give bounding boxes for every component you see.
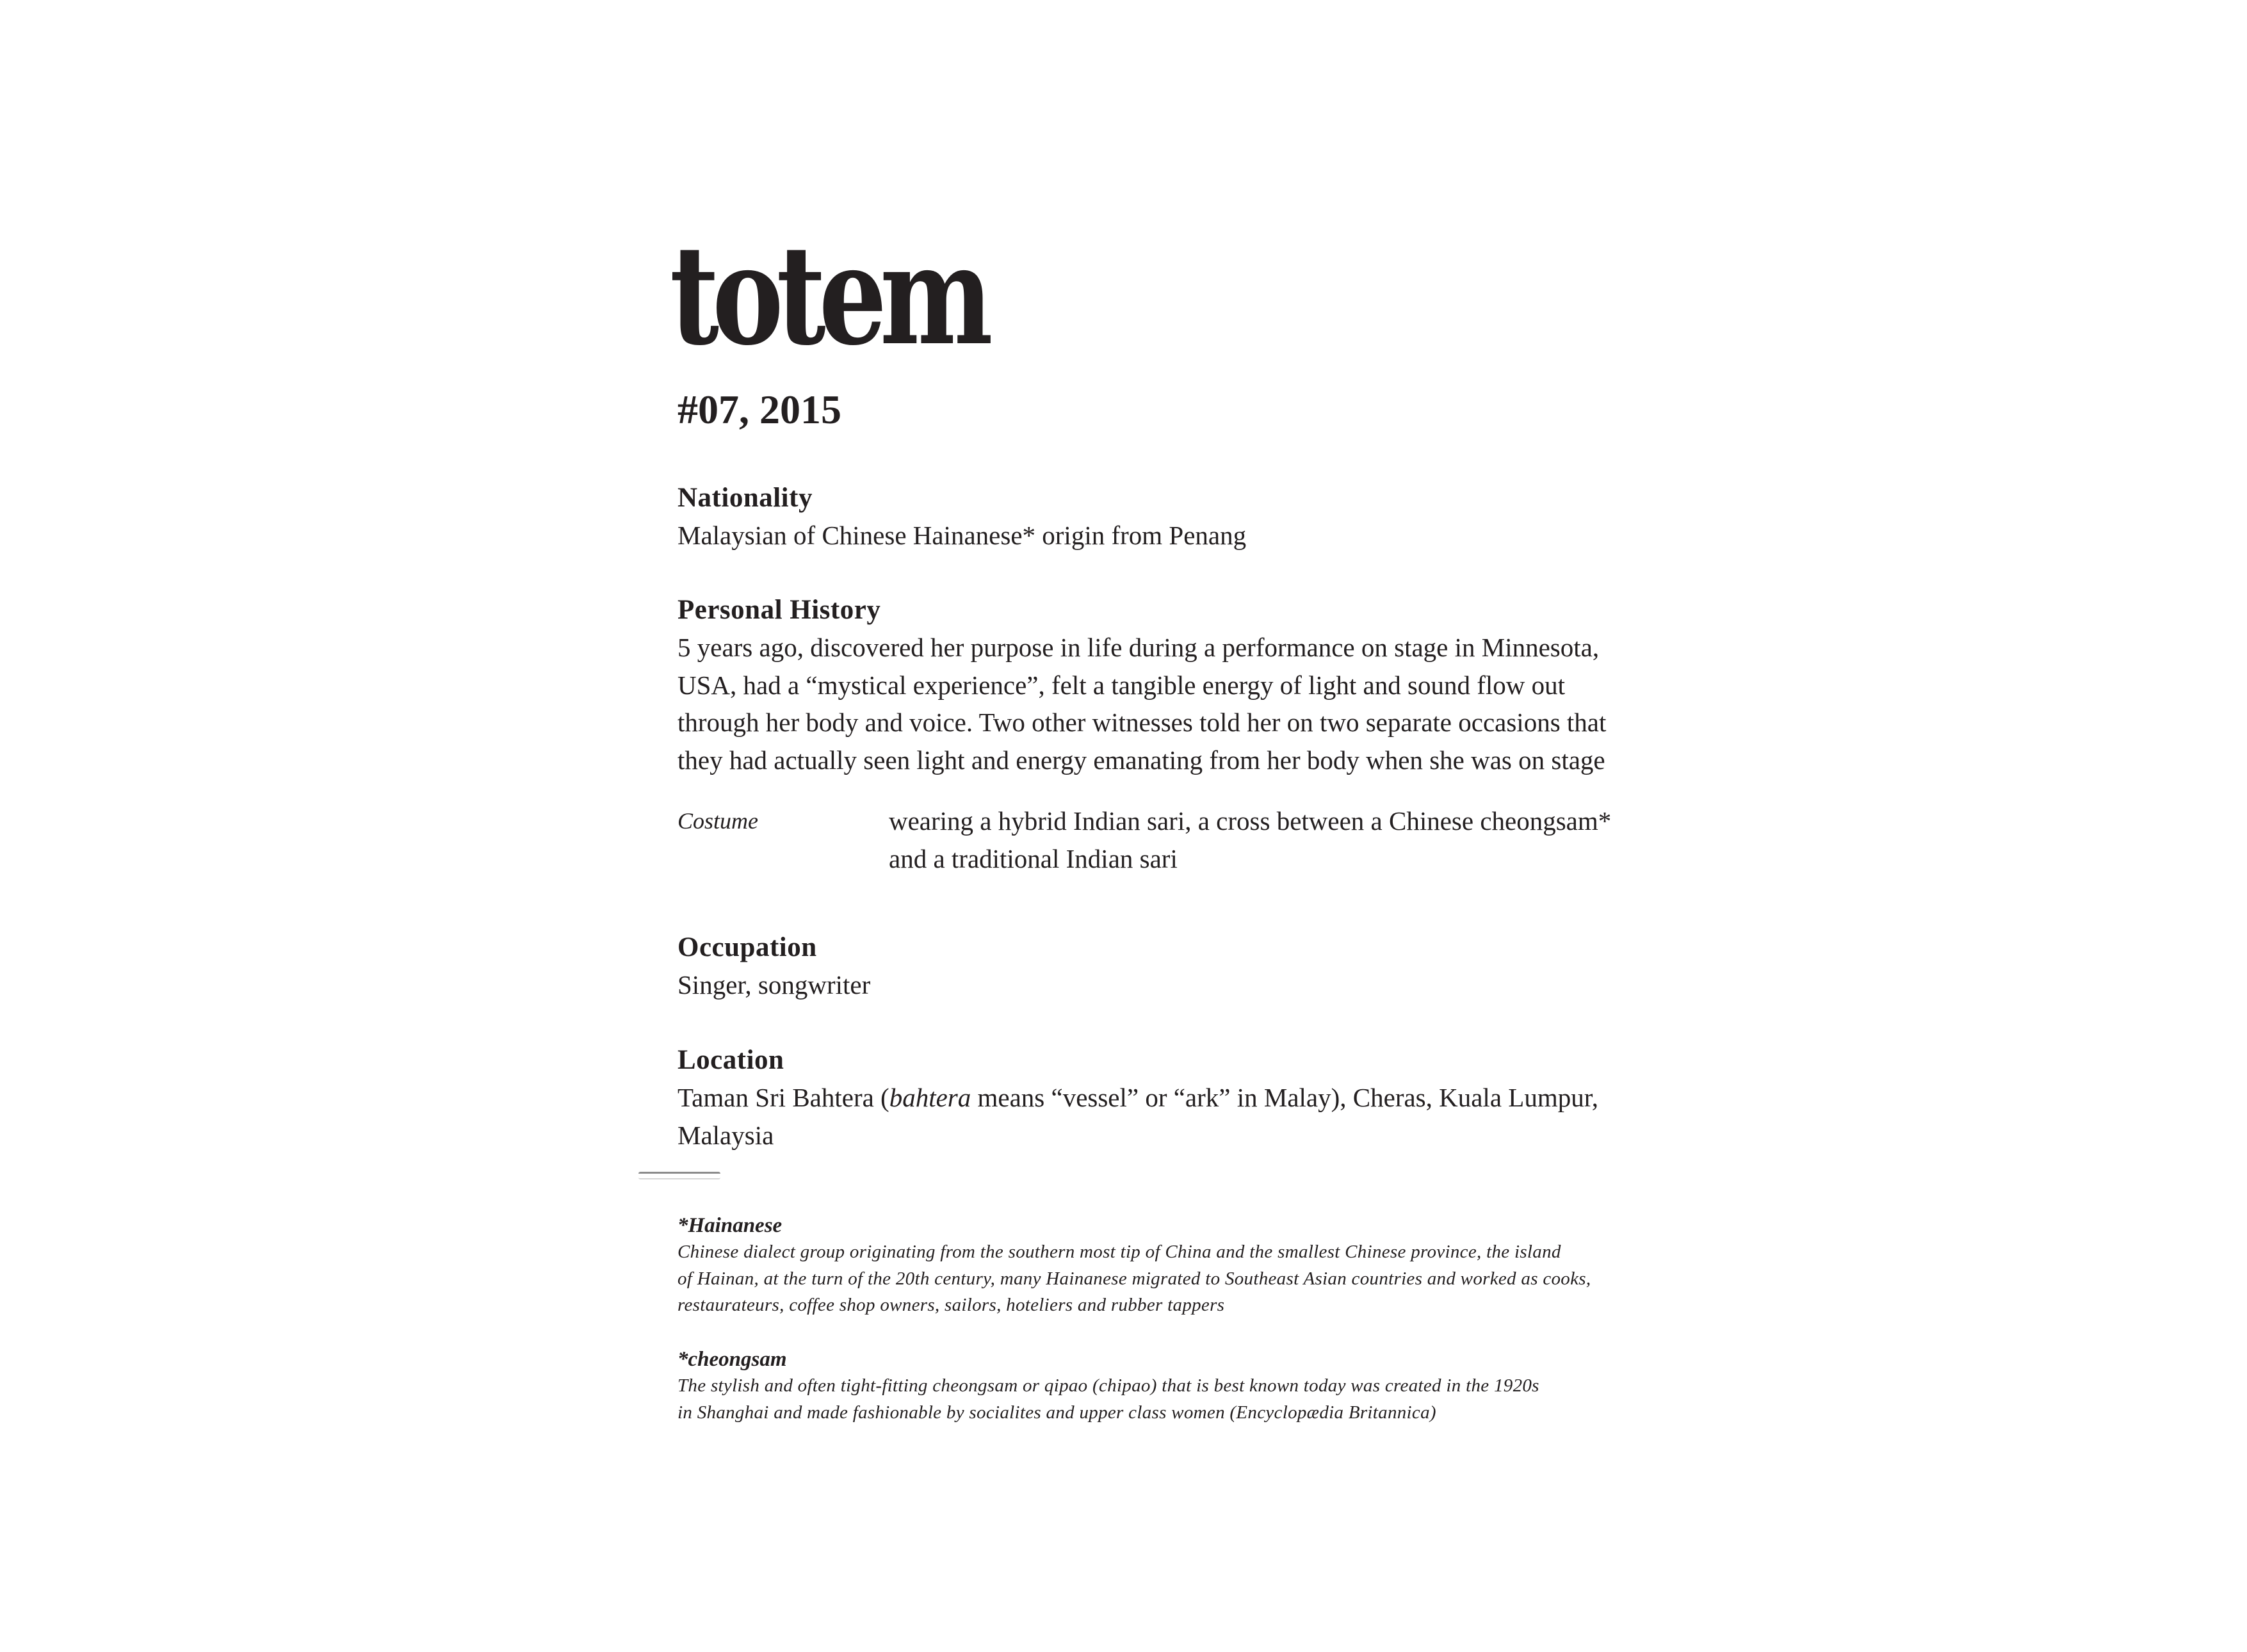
- location-text: [677, 1079, 1715, 1154]
- issue-number: #07, 2015: [677, 387, 841, 432]
- location-text-italic: bahtera: [889, 1083, 971, 1112]
- occupation-section: [677, 929, 1715, 1004]
- location-heading: Location: [677, 1045, 784, 1075]
- footnote-hainanese: [677, 1212, 1715, 1319]
- nationality-text: Malaysian of Chinese Hainanese* origin from Penang: [677, 521, 1247, 550]
- nationality-section: [677, 480, 1715, 555]
- personal-history-heading: Personal History: [677, 595, 881, 625]
- occupation-heading: Occupation: [677, 932, 817, 962]
- costume-text: wearing a hybrid Indian sari, a cross between a Chinese cheongsam* and a traditional Indian sari: [889, 806, 1612, 873]
- footnote-text: The stylish and often tight-fitting cheongsam or qipao (chipao) that is best known today was created in the 1920s in Shanghai and made fashionable by socialites and upper class women (Encyclopædia Britannica): [677, 1375, 1539, 1423]
- location-text-end: means “vessel” or “ark” in Malay), Cheras, Kuala Lumpur,: [971, 1083, 1598, 1112]
- footnote-divider: [638, 1172, 720, 1179]
- footnote-cheongsam: [677, 1346, 1715, 1426]
- footnote-title: *Hainanese: [677, 1214, 783, 1237]
- personal-history-section: [677, 592, 1715, 779]
- location-section: [677, 1042, 1715, 1154]
- costume-label: Costume: [677, 808, 758, 834]
- totem-logo: totem: [670, 215, 986, 376]
- occupation-text: Singer, songwriter: [677, 970, 871, 1000]
- footnote-title: *cheongsam: [677, 1348, 787, 1371]
- personal-history-text: 5 years ago, discovered her purpose in life during a performance on stage in Minnesota, USA, had a “mystical experience”, felt a tangible energy of light and sound flow out through her body and voice. Two other witnesses told her on two separate occasions that they had actually seen light and energy emanating from her body when she was on stage: [677, 633, 1607, 775]
- location-text-start: Taman Sri Bahtera (: [677, 1083, 889, 1112]
- footnote-text: Chinese dialect group originating from the southern most tip of China and the smallest Chinese province, the island of Hainan, at the turn of the 20th century, many Hainanese migrated to Southeast Asian countries and worked as cooks, restaurateurs, coffee shop owners, sailors, hoteliers and rubber tappers: [677, 1242, 1591, 1315]
- location-text-line2: Malaysia: [677, 1120, 774, 1150]
- nationality-heading: Nationality: [677, 483, 813, 513]
